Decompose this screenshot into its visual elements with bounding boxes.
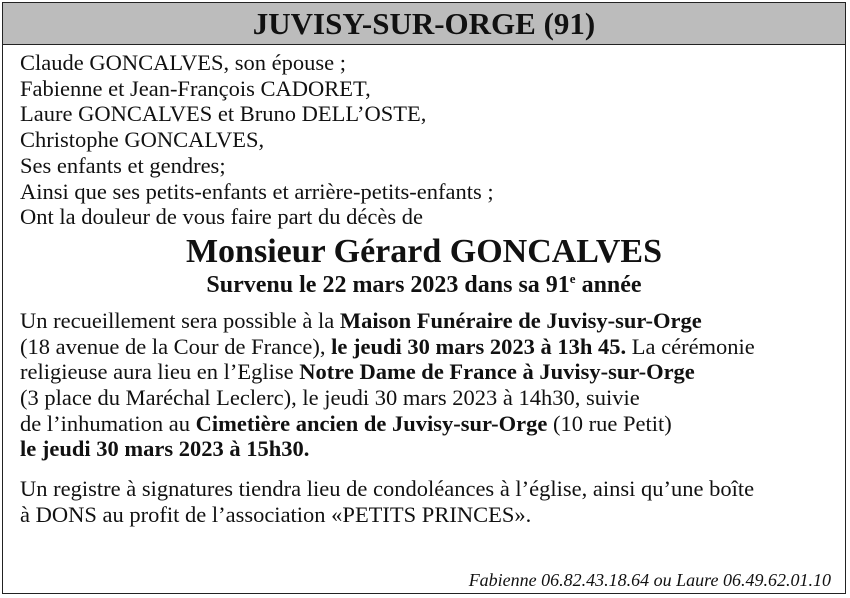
ceremony-text: La cérémonie <box>626 333 755 359</box>
ceremony-line <box>20 359 835 385</box>
ceremony-text: (10 rue Petit) <box>547 410 672 436</box>
church-name: Notre Dame de France à Juvisy-sur-Orge <box>299 359 695 385</box>
contact-info: Fabienne 06.82.43.18.64 ou Laure 06.49.62.01.10 <box>468 570 831 590</box>
date-age-year-word: année <box>575 271 642 298</box>
registry-line: à DONS au profit de l’association «PETITS PRINCES». <box>20 501 532 527</box>
ceremony-text: (18 avenue de la Cour de France), <box>20 333 332 359</box>
ceremony-text: de l’inhumation au <box>20 410 196 436</box>
ceremony-paragraph <box>3 308 845 462</box>
family-line: Ont la douleur de vous faire part du décès de <box>20 204 423 230</box>
ordinal-suffix: e <box>569 270 576 286</box>
burial-date: le jeudi 30 mars 2023 à 15h30. <box>20 436 310 462</box>
ceremony-line <box>20 308 835 334</box>
family-line: Claude GONCALVES, son épouse ; <box>20 50 347 75</box>
date-age-text: Survenu le 22 mars 2023 dans sa 91 <box>206 271 570 298</box>
ceremony-line <box>20 334 835 360</box>
family-line: Christophe GONCALVES, <box>20 127 265 153</box>
registry-paragraph <box>3 476 845 527</box>
obituary-notice <box>2 2 846 594</box>
ceremony-text: Un recueillement sera possible à la <box>20 307 340 333</box>
family-list <box>3 45 845 230</box>
registry-line: Un registre à signatures tiendra lieu de condoléances à l’église, ainsi qu’une boîte <box>20 476 755 502</box>
deceased-name: Monsieur Gérard GONCALVES <box>185 232 663 270</box>
family-line: Laure GONCALVES et Bruno DELL’OSTE, <box>20 101 427 127</box>
cemetery-name: Cimetière ancien de Juvisy-sur-Orge <box>195 410 548 436</box>
deceased-date-age <box>3 272 845 298</box>
location-header: JUVISY-SUR-ORGE (91) <box>3 3 845 45</box>
ceremony-line: (3 place du Maréchal Leclerc), le jeudi 30 mars 2023 à 14h30, suivie <box>20 385 640 411</box>
family-line: Ses enfants et gendres; <box>20 152 226 178</box>
ceremony-text: religieuse aura lieu en l’Eglise <box>20 359 300 385</box>
family-line: Fabienne et Jean-François CADORET, <box>20 75 371 101</box>
ceremony-line <box>20 411 835 437</box>
funeral-home-name: Maison Funéraire de Juvisy-sur-Orge <box>339 307 702 333</box>
deceased-block <box>3 232 845 298</box>
viewing-date: le jeudi 30 mars 2023 à 13h 45. <box>331 333 627 359</box>
family-line: Ainsi que ses petits-enfants et arrière-petits-enfants ; <box>20 178 494 204</box>
